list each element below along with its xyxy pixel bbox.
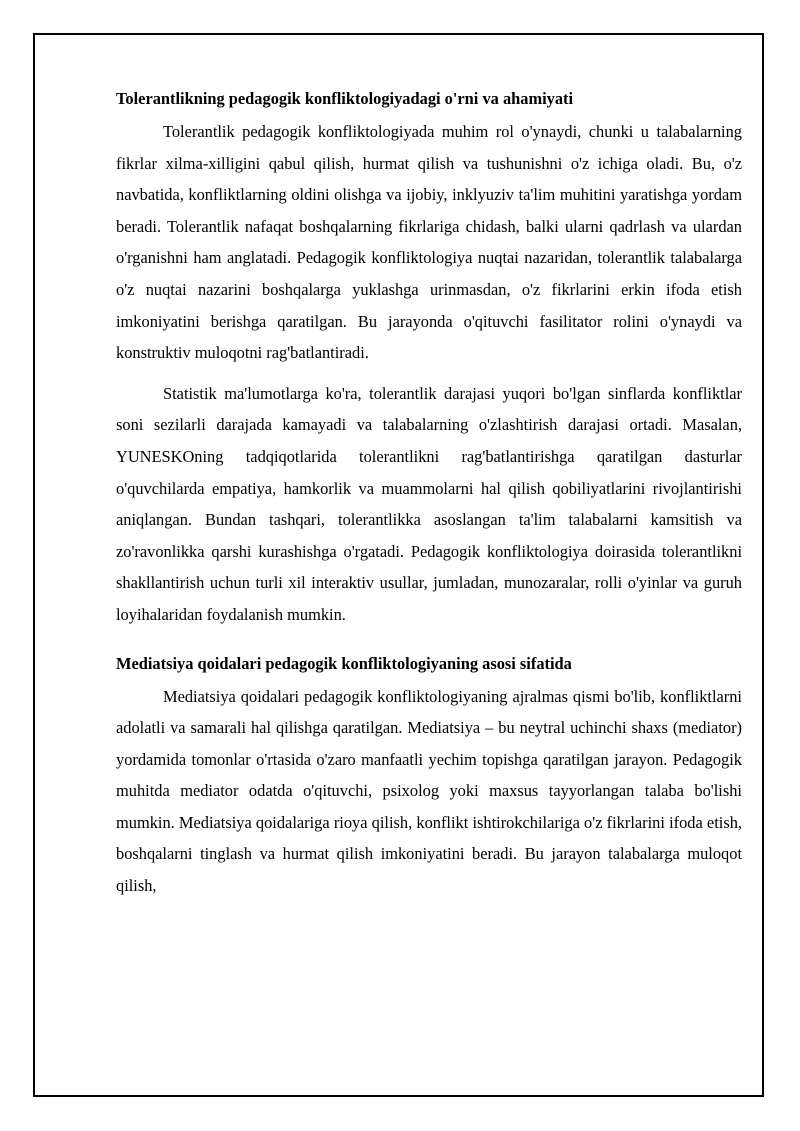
section-heading-tolerantlik: Tolerantlikning pedagogik konfliktologiyadagi o'rni va ahamiyati: [116, 89, 574, 108]
document-body: [116, 84, 742, 902]
paragraph: Mediatsiya qoidalari pedagogik konfliktologiyaning ajralmas qismi bo'lib, konfliktlarni adolatli va samarali hal qilishga qaratilgan. Mediatsiya – bu neytral uchinchi shaxs (mediator) yordamida tomonlar o'rtasida o'zaro manfaatli yechim topishga qaratilgan jarayon. Pedagogik muhitda mediator odatda o'qituvchi, psixolog yoki maxsus tayyorlangan talaba bo'lishi mumkin. Mediatsiya qoidalariga rioya qilish, konflikt ishtirokchilariga o'z fikrlarini ifoda etish, boshqalarni tinglash va hurmat qilish imkoniyatini beradi. Bu jarayon talabalarga muloqot qilish,: [116, 686, 742, 896]
paragraph: Statistik ma'lumotlarga ko'ra, tolerantlik darajasi yuqori bo'lgan sinflarda konfliktlar soni sezilarli darajada kamayadi va talabalarning o'zlashtirish darajasi ortadi. Masalan, YUNESKOning tadqiqotlarida tolerantlikni rag'batlantirishga qaratilgan dasturlar o'quvchilarda empatiya, hamkorlik va muammolarni hal qilish qobiliyatlarini rivojlantirishi aniqlangan. Bundan tashqari, tolerantlikka asoslangan ta'lim talabalarni kamsitish va zo'ravonlikka qarshi kurashishga o'rgatadi. Pedagogik konfliktologiya doirasida tolerantlikni shakllantirish uchun turli xil interaktiv usullar, jumladan, munozaralar, rolli o'yinlar va guruh loyihalaridan foydalanish mumkin.: [116, 383, 742, 624]
paragraph: Tolerantlik pedagogik konfliktologiyada muhim rol o'ynaydi, chunki u talabalarning fikrlar xilma-xilligini qabul qilish, hurmat qilish va tushunishni o'z ichiga oladi. Bu, o'z navbatida, konfliktlarning oldini olishga va ijobiy, inklyuziv ta'lim muhitini yaratishga yordam beradi. Tolerantlik nafaqat boshqalarning fikrlariga chidash, balki ularni qadrlash va ulardan o'rganishni ham anglatadi. Pedagogik konfliktologiya nuqtai nazaridan, tolerantlik talabalarga o'z nuqtai nazarini boshqalarga yuklashga urinmasdan, o'z fikrlarini erkin ifoda etish imkoniyatini berishga qaratilgan. Bu jarayonda o'qituvchi fasilitator rolini o'ynaydi va konstruktiv muloqotni rag'batlantiradi.: [116, 122, 742, 363]
section-heading-mediatsiya: Mediatsiya qoidalari pedagogik konfliktologiyaning asosi sifatida: [116, 653, 572, 673]
